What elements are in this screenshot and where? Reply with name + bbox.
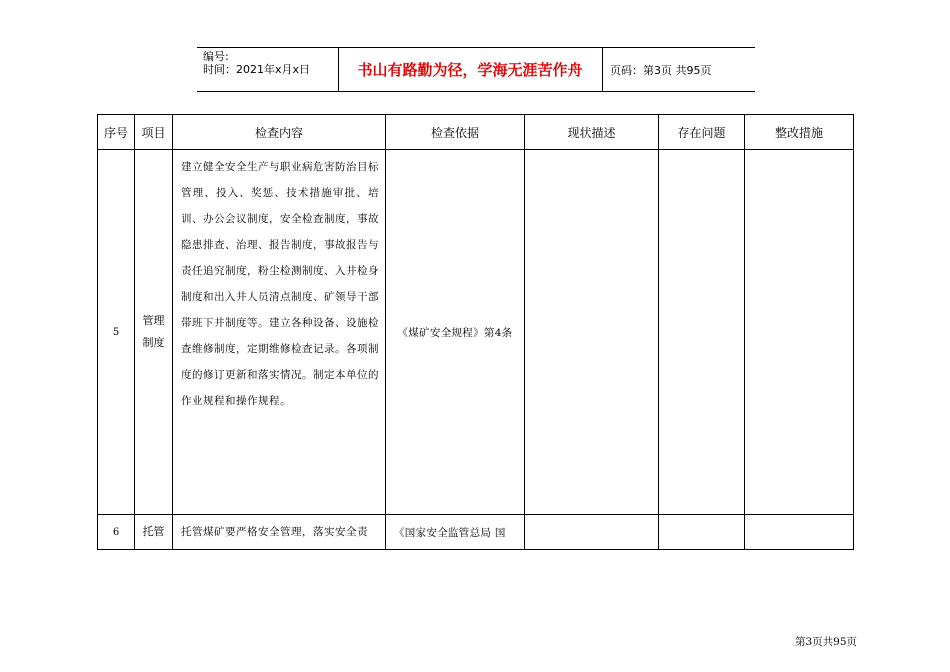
header-status: 现状描述 bbox=[525, 115, 659, 150]
header-page-code: 页码：第3页 共95页 bbox=[610, 63, 712, 77]
page-header bbox=[197, 47, 755, 92]
table-row bbox=[98, 515, 854, 550]
header-meta bbox=[197, 48, 339, 91]
cell-seq: 5 bbox=[98, 150, 135, 515]
inspection-table bbox=[97, 114, 854, 550]
cell-issue bbox=[659, 515, 745, 550]
cell-item: 管理制度 bbox=[135, 150, 173, 515]
cell-status bbox=[525, 515, 659, 550]
cell-status bbox=[525, 150, 659, 515]
header-content: 检查内容 bbox=[173, 115, 386, 150]
cell-basis: 《国家安全监管总局 国 bbox=[386, 515, 525, 550]
header-measure: 整改措施 bbox=[745, 115, 854, 150]
table-header-row bbox=[98, 115, 854, 150]
cell-item: 托管 bbox=[135, 515, 173, 550]
cell-measure bbox=[745, 515, 854, 550]
header-issue: 存在问题 bbox=[659, 115, 745, 150]
cell-issue bbox=[659, 150, 745, 515]
cell-seq: 6 bbox=[98, 515, 135, 550]
cell-measure bbox=[745, 150, 854, 515]
table-row bbox=[98, 150, 854, 515]
page-footer: 第3页共95页 bbox=[794, 636, 857, 648]
header-number-label: 编号: bbox=[203, 50, 229, 63]
header-seq: 序号 bbox=[98, 115, 135, 150]
header-time-label: 时间：2021年x月x日 bbox=[203, 63, 311, 76]
cell-content: 建立健全安全生产与职业病危害防治目标管理、投入、奖惩、技术措施审批、培训、办公会议制度，安全检查制度，事故隐患排查、治理、报告制度，事故报告与责任追究制度，粉尘检测制度、入井检身制度和出入井人员清点制度、矿领导干部带班下井制度等。建立各种设备、设施检查维修制度，定期维修检查记录。各项制度的修订更新和落实情况。制定本单位的作业规程和操作规程。 bbox=[173, 150, 386, 515]
header-item: 项目 bbox=[135, 115, 173, 150]
cell-basis: 《煤矿安全规程》第4条 bbox=[386, 150, 525, 515]
header-basis: 检查依据 bbox=[386, 115, 525, 150]
header-motto: 书山有路勤为径，学海无涯苦作舟 bbox=[338, 48, 603, 91]
cell-content: 托管煤矿要严格安全管理，落实安全责 bbox=[173, 515, 386, 550]
